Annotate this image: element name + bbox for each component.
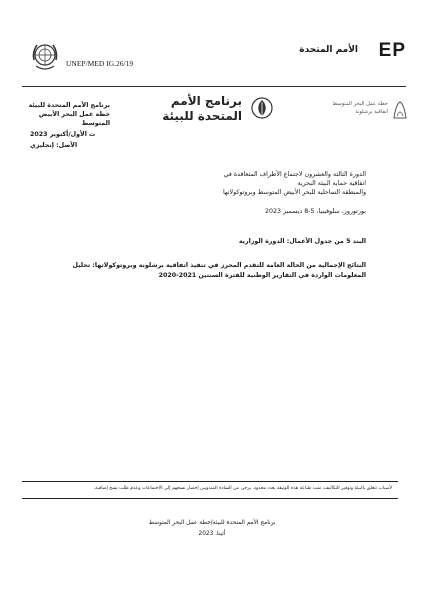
- meeting-title-line: والمنطقة الساحلية للبحر الأبيض المتوسط وبروتوكولاتها: [222, 189, 366, 197]
- meeting-venue: بورتوروز، سلوفينيا، 5-8 ديسمبر 2023: [264, 208, 366, 215]
- unep-logo: [154, 92, 284, 128]
- original-language: الأصل: إنجليزي: [30, 142, 78, 149]
- meeting-title-line: الدورة الثالثة والعشرون لاجتماع الأطراف المتعاقدة في: [223, 171, 366, 178]
- footer-place-year: أثينا، 2023: [198, 531, 226, 537]
- unep-logo-line: المتحدة للبيئة: [162, 109, 242, 123]
- organization-name: الأمم المتحدة: [299, 45, 358, 55]
- footer-organization: برنامج الأمم المتحدة للبيئة/خطة عمل البحر المتوسط: [148, 520, 276, 526]
- footnote-text: لأسباب تتعلق بالبيئة وتوفير التكاليف، تمت طباعة هذه الوثيقة بعدد محدود. يرجى من السادة المندوبين إحضار نسخهم إلى الاجتماعات وعدم طلب نسخ إضافية.: [93, 486, 392, 491]
- document-symbol: UNEP/MED IG.26/19: [66, 59, 134, 68]
- meeting-title-line: اتفاقية حماية البيئة البحرية: [297, 180, 366, 188]
- unep-map-line: خطة عمل البحر الأبيض: [38, 111, 110, 118]
- unep-leaf-globe-icon: [250, 96, 274, 120]
- unep-map-line: برنامج الأمم المتحدة للبيئة: [28, 102, 110, 109]
- unep-logo-text: [154, 94, 242, 124]
- document-title: النتائج الإجمالية من الحالة العامة للتقدم المحرز في تنفيذ اتفاقية برشلونة وبروتوكولاتها: تحليل المعلومات الواردة في التقارير الوطنية للفترة السنتين 2021-2020: [72, 262, 366, 279]
- document-date: ت الأول/أكتوبر 2023: [30, 131, 96, 138]
- unep-map-label: [22, 101, 110, 128]
- language-code: EP: [378, 40, 406, 61]
- header-divider: [22, 86, 406, 87]
- un-emblem-icon: [28, 40, 62, 74]
- map-logo-text: [314, 100, 388, 116]
- unep-logo-line: برنامج الأمم: [170, 94, 242, 108]
- agenda-item: البند 5 من جدول الأعمال: الدورة الوزارية: [238, 238, 366, 245]
- unep-map-line: المتوسط: [81, 120, 110, 127]
- footnote-box: [22, 481, 398, 499]
- meeting-title: [66, 170, 366, 198]
- map-barcelona-logo: [310, 96, 408, 126]
- map-logo-line: خطة عمل البحر المتوسط: [332, 101, 388, 107]
- map-logo-line: اتفاقية برشلونة: [355, 109, 388, 115]
- map-barcelona-convention-icon: [392, 100, 408, 120]
